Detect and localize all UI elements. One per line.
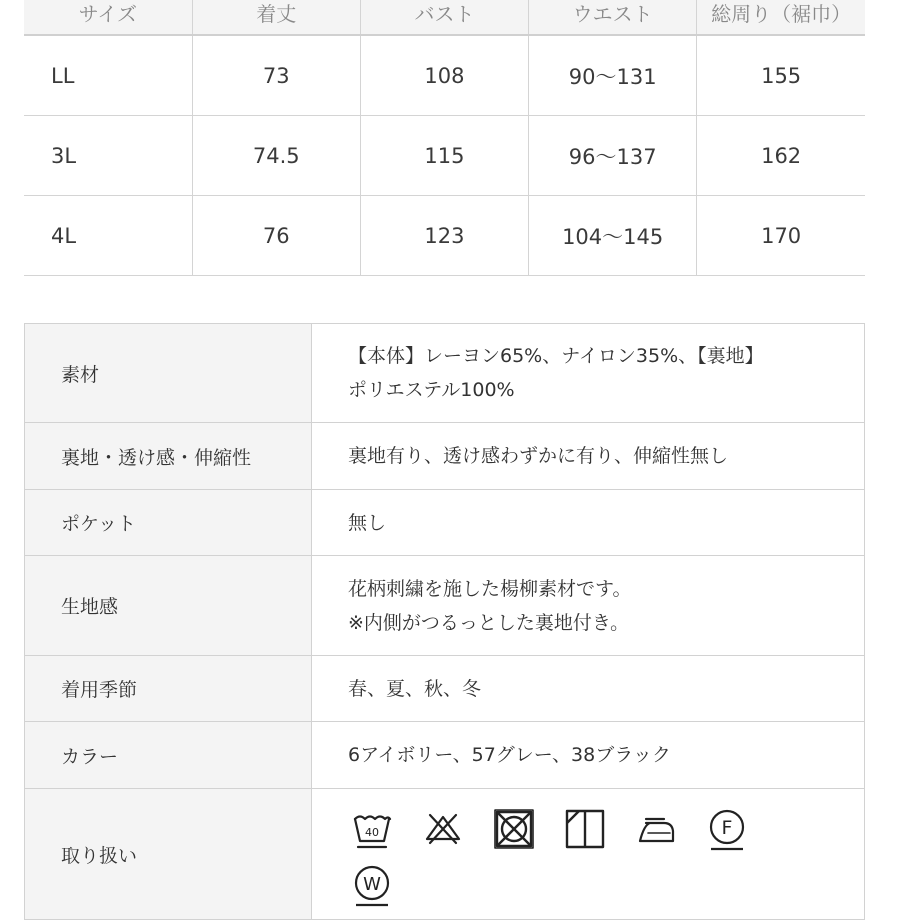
spec-row-color [25, 722, 865, 789]
spec-row-season [25, 656, 865, 722]
length-cell: 76 [192, 196, 360, 276]
spec-value-season: 春、夏、秋、冬 [312, 656, 865, 722]
spec-value-pocket: 無し [312, 490, 865, 556]
header-size: サイズ [24, 0, 192, 35]
spec-table [24, 323, 865, 920]
spec-label-texture: 生地感 [25, 556, 312, 656]
size-cell: 4L [24, 196, 192, 276]
spec-value-lining: 裏地有り、透け感わずかに有り、伸縮性無し [312, 423, 865, 490]
dry-clean-f-icon [707, 807, 747, 853]
wet-clean-w-icon [352, 863, 392, 909]
spec-label-season: 着用季節 [25, 656, 312, 722]
header-hem: 総周り（裾巾） [697, 0, 865, 35]
spec-label-color: カラー [25, 722, 312, 789]
svg-text:40: 40 [365, 826, 379, 839]
hem-cell: 170 [697, 196, 865, 276]
texture-line-2: ※内側がつるっとした裏地付き。 [348, 611, 630, 634]
spec-value-color: 6アイボリー、57グレー、38ブラック [312, 722, 865, 789]
spec-label-material: 素材 [25, 324, 312, 423]
line-dry-shade-icon [565, 807, 605, 853]
size-table-header [24, 0, 865, 35]
material-line-2: ポリエステル100% [348, 379, 515, 401]
size-table [24, 0, 865, 276]
no-tumble-dry-icon [494, 807, 534, 853]
table-row [24, 196, 865, 276]
spec-row-texture [25, 556, 865, 656]
bust-cell: 115 [360, 116, 528, 196]
waist-cell: 104〜145 [529, 196, 697, 276]
svg-text:F: F [721, 817, 733, 839]
material-line-1: 【本体】レーヨン65%、ナイロン35%、【裏地】 [348, 345, 764, 367]
hem-cell: 155 [697, 35, 865, 116]
length-cell: 73 [192, 35, 360, 116]
no-bleach-icon [423, 807, 463, 853]
table-row [24, 116, 865, 196]
spec-label-lining: 裏地・透け感・伸縮性 [25, 423, 312, 490]
bust-cell: 108 [360, 35, 528, 116]
header-length: 着丈 [192, 0, 360, 35]
wash-tub-40-icon [352, 807, 392, 853]
size-cell: LL [24, 35, 192, 116]
iron-low-icon [636, 807, 676, 853]
table-row [24, 35, 865, 116]
bust-cell: 123 [360, 196, 528, 276]
spec-label-pocket: ポケット [25, 490, 312, 556]
hem-cell: 162 [697, 116, 865, 196]
spec-row-material [25, 324, 865, 423]
spec-row-pocket [25, 490, 865, 556]
header-waist: ウエスト [529, 0, 697, 35]
waist-cell: 96〜137 [529, 116, 697, 196]
svg-text:W: W [363, 874, 381, 895]
header-bust: バスト [360, 0, 528, 35]
size-cell: 3L [24, 116, 192, 196]
spec-value-material [312, 324, 865, 423]
length-cell: 74.5 [192, 116, 360, 196]
care-icons [352, 807, 822, 919]
spec-value-texture [312, 556, 865, 656]
spec-label-care: 取り扱い [25, 789, 312, 920]
spec-row-lining [25, 423, 865, 490]
texture-line-1: 花柄刺繍を施した楊柳素材です。 [348, 577, 632, 600]
waist-cell: 90〜131 [529, 35, 697, 116]
